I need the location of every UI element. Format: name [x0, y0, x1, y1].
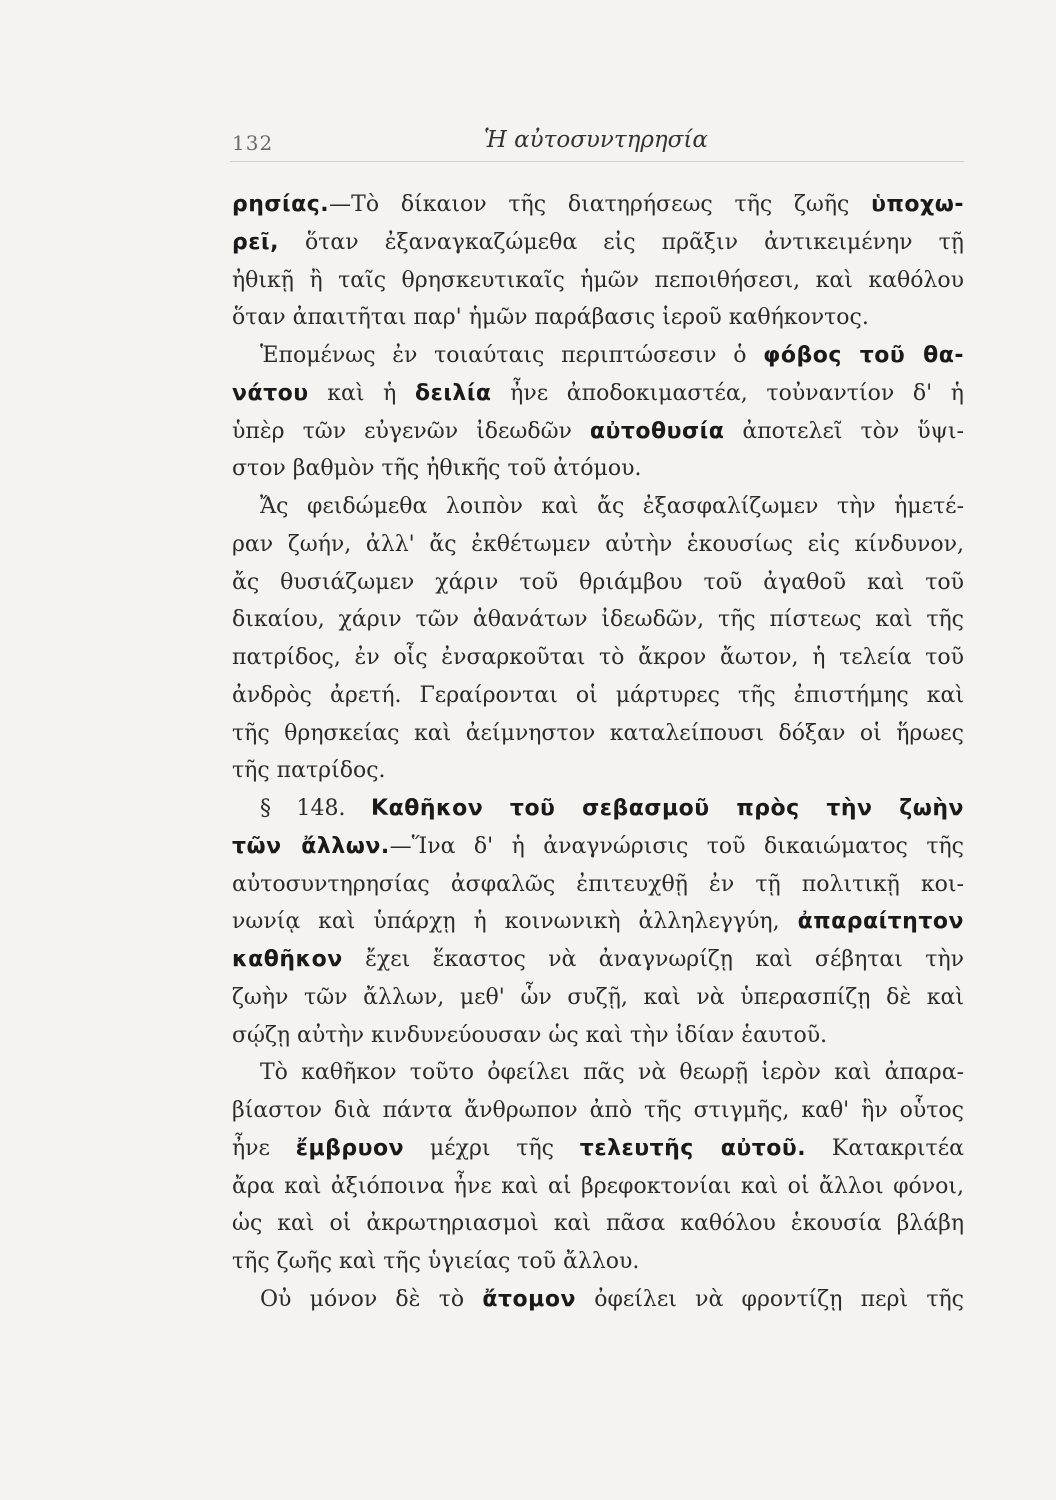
text-line: [232, 224, 964, 262]
text-line: [232, 488, 964, 526]
text-line: [232, 1092, 964, 1130]
text-segment: § 148.: [260, 796, 372, 821]
text-line: [232, 1205, 964, 1243]
text-line: [232, 1130, 964, 1168]
text-segment: ἠθικῇ ἢ ταῖς θρησκευτικαῖς ἡμῶν πεποιθήσεσι, καὶ καθόλου: [232, 267, 964, 293]
text-segment: —Τὸ δίκαιον τῆς διατηρήσεως τῆς ζωῆς: [329, 192, 872, 217]
text-segment: τῆς ζωῆς καὶ τῆς ὑγιείας τοῦ ἄλλου.: [232, 1249, 640, 1274]
text-line: [232, 186, 964, 224]
text-segment: ὀφείλει νὰ φροντίζῃ περὶ τῆς: [575, 1286, 964, 1312]
bold-term: ὑποχω-: [871, 192, 964, 217]
bold-term: καθῆκον: [232, 947, 343, 972]
text-segment: βίαστον διὰ πάντα ἄνθρωπον ἀπὸ τῆς στιγμῆς, καθ' ἣν οὗτος: [232, 1098, 964, 1123]
text-segment: ἄρα καὶ ἀξιόποινα ἦνε καὶ αἱ βρεφοκτονίαι καὶ οἱ ἄλλοι φόνοι,: [232, 1173, 964, 1199]
text-line: [232, 677, 964, 715]
text-segment: ραν ζωήν, ἀλλ' ἄς ἐκθέτωμεν αὐτὴν ἑκουσίως εἰς κίνδυνον,: [232, 531, 964, 557]
text-segment: τῆς θρησκείας καὶ ἀείμνηστον καταλείπουσι δόξαν οἱ ἥρωες: [232, 720, 964, 746]
bold-term: ἄτομον: [482, 1286, 576, 1312]
text-segment: νωνίᾳ καὶ ὑπάρχῃ ἡ κοινωνικὴ ἀλληλεγγύη,: [232, 909, 798, 935]
bold-term: νάτου: [232, 380, 309, 406]
text-segment: στον βαθμὸν τῆς ἠθικῆς τοῦ ἀτόμου.: [232, 456, 642, 482]
text-line: [232, 601, 964, 639]
text-line: [232, 375, 964, 413]
text-segment: ἀνδρὸς ἀρετή. Γεραίρονται οἱ μάρτυρες τῆς ἐπιστήμης καὶ: [232, 682, 964, 708]
text-line: [232, 299, 964, 337]
text-segment: πατρίδος, ἐν οἷς ἐνσαρκοῦται τὸ ἄκρον ἄωτον, ἡ τελεία τοῦ: [232, 645, 964, 670]
text-segment: αὐτοσυντηρησίας ἀσφαλῶς ἐπιτευχθῇ ἐν τῇ πολιτικῇ κοι-: [232, 871, 964, 897]
text-line: [232, 979, 964, 1017]
text-segment: δικαίου, χάριν τῶν ἀθανάτων ἰδεωδῶν, τῆς πίστεως καὶ τῆς: [232, 607, 964, 633]
text-segment: Κατακριτέα: [806, 1135, 964, 1161]
bold-term: δειλία: [414, 380, 492, 406]
text-segment: ἀποτελεῖ τὸν ὕψι-: [724, 418, 964, 444]
text-segment: Ἄς φειδώμεθα λοιπὸν καὶ ἄς ἐξασφαλίζωμεν τὴν ἡμετέ-: [260, 494, 964, 519]
text-line: [232, 526, 964, 564]
text-segment: ἔχει ἕκαστος νὰ ἀναγνωρίζῃ καὶ σέβηται τὴν: [342, 947, 964, 972]
text-line: [232, 639, 964, 677]
page-header: [232, 125, 962, 165]
text-segment: σῴζῃ αὐτὴν κινδυνεύουσαν ὡς καὶ τὴν ἰδίαν ἑαυτοῦ.: [232, 1022, 828, 1048]
text-line: [232, 450, 964, 488]
body-text: [232, 186, 964, 1319]
text-line: [232, 1054, 964, 1092]
bold-term: τῶν ἄλλων.: [232, 833, 390, 859]
bold-term: ρεῖ,: [232, 229, 279, 255]
bold-term: ἀπαραίτητον: [797, 909, 964, 935]
text-line: [232, 564, 964, 602]
text-line: [232, 903, 964, 941]
text-segment: ὅταν ἐξαναγκαζώμεθα εἰς πρᾶξιν ἀντικειμένην τῇ: [278, 229, 964, 255]
bold-term: Καθῆκον τοῦ σεβασμοῦ πρὸς τὴν ζωὴν: [371, 796, 964, 821]
text-segment: ἦνε: [232, 1135, 296, 1161]
bold-term: φόβος τοῦ θα-: [763, 343, 964, 368]
text-segment: καὶ ἡ: [308, 380, 415, 406]
bold-term: τελευτῆς αὐτοῦ.: [579, 1135, 807, 1161]
text-segment: Οὐ μόνον δὲ τὸ: [260, 1286, 483, 1312]
text-line: [232, 752, 964, 790]
text-line: [232, 828, 964, 866]
text-line: [232, 715, 964, 753]
bold-term: αὐτοθυσία: [589, 418, 725, 444]
text-line: [232, 1017, 964, 1055]
text-line: [232, 413, 964, 451]
text-segment: Ἑπομένως ἐν τοιαύταις περιπτώσεσιν ὁ: [260, 343, 764, 368]
text-line: [232, 1281, 964, 1319]
text-line: [232, 866, 964, 904]
text-segment: τῆς πατρίδος.: [232, 758, 386, 784]
text-line: [232, 1168, 964, 1206]
text-segment: ζωὴν τῶν ἄλλων, μεθ' ὧν συζῇ, καὶ νὰ ὑπερασπίζῃ δὲ καὶ: [232, 984, 964, 1010]
header-rule: [230, 161, 964, 162]
bold-term: ἔμβρυον: [295, 1135, 405, 1161]
text-line: [232, 941, 964, 979]
running-title: Ἡ αὐτοσυντηρησία: [484, 127, 708, 153]
text-segment: Τὸ καθῆκον τοῦτο ὀφείλει πᾶς νὰ θεωρῇ ἱερὸν καὶ ἀπαρα-: [260, 1060, 964, 1086]
bold-term: ρησίας.: [232, 192, 330, 217]
text-segment: —Ἵνα δ' ἡ ἀναγνώρισις τοῦ δικαιώματος τῆς: [389, 833, 964, 859]
text-line: [232, 1243, 964, 1281]
text-segment: ὑπὲρ τῶν εὐγενῶν ἰδεωδῶν: [232, 418, 590, 444]
text-segment: ἦνε ἀποδοκιμαστέα, τοὐναντίον δ' ἡ: [491, 380, 964, 406]
page-number: 132: [232, 131, 274, 155]
text-segment: μέχρι τῆς: [404, 1135, 580, 1161]
text-line: [232, 790, 964, 828]
text-segment: ὡς καὶ οἱ ἀκρωτηριασμοὶ καὶ πᾶσα καθόλου ἑκουσία βλάβη: [232, 1211, 964, 1237]
text-segment: ὅταν ἀπαιτῆται παρ' ἡμῶν παράβασις ἱεροῦ καθήκοντος.: [232, 305, 869, 331]
text-line: [232, 337, 964, 375]
text-segment: ἄς θυσιάζωμεν χάριν τοῦ θριάμβου τοῦ ἀγαθοῦ καὶ τοῦ: [232, 569, 964, 595]
text-line: [232, 262, 964, 300]
